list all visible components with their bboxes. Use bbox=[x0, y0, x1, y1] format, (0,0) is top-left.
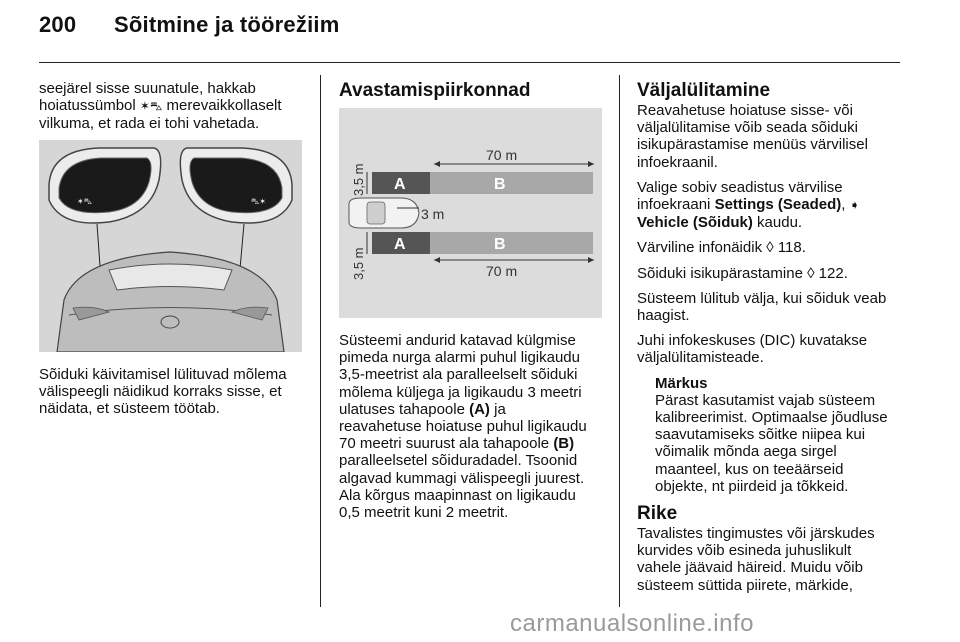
disable-heading: Väljalülitamine bbox=[637, 80, 771, 101]
col2-line2: pimeda nurga alarmi puhul ligikaudu bbox=[339, 349, 580, 367]
settings-menu-ref: Settings (Seaded) bbox=[714, 196, 842, 214]
fault-heading: Rike bbox=[637, 503, 678, 525]
vehicle-menu-ref: Vehicle (Sõiduk) bbox=[637, 214, 753, 232]
zone-a-bottom: A bbox=[394, 236, 406, 253]
column-divider-1 bbox=[320, 75, 321, 607]
svg-text:⛍✶: ⛍✶ bbox=[251, 197, 266, 206]
col1-p2-line1: Sõiduki käivitamisel lülituvad mõlema bbox=[39, 366, 287, 383]
col1-p2-line2: välispeegli näidikud korraks sisse, et bbox=[39, 383, 282, 401]
col2-line5: ulatuses tahapoole (A) ja bbox=[339, 400, 506, 418]
col2-line4: mõlema küljega ja ligikaudu 3 meetri bbox=[339, 383, 582, 401]
page-ref-122: ◊ 122. bbox=[807, 264, 848, 282]
column-divider-2 bbox=[619, 75, 620, 607]
col2-line7: 70 meetri suurust ala tahapoole (B) bbox=[339, 435, 575, 453]
col2-line9: algavad kummagi välispeegli juurest. bbox=[339, 469, 585, 487]
column-2 bbox=[339, 80, 609, 102]
page-header bbox=[39, 12, 339, 38]
mirror-illustration bbox=[39, 140, 302, 352]
col2-line3: 3,5-meetrist ala paralleelselt sõiduki bbox=[339, 366, 578, 384]
col2-line1: Süsteemi andurid katavad külgmise bbox=[339, 332, 576, 349]
arrow-right-icon: ➧ bbox=[849, 198, 860, 213]
col2-line10: Ala kõrgus maapinnast on ligikaudu bbox=[339, 486, 576, 504]
distance-top-label: 70 m bbox=[486, 147, 518, 163]
mirror-drawing bbox=[39, 140, 302, 352]
zone-b-top: B bbox=[494, 176, 506, 193]
col2-line6: reavahetuse hoiatuse puhul ligikaudu bbox=[339, 418, 587, 436]
svg-text:✶⛍: ✶⛍ bbox=[77, 197, 92, 206]
note-box bbox=[655, 375, 912, 495]
col1-line3: vilkuma, et rada ei tohi vahetada. bbox=[39, 115, 260, 133]
detection-zones-heading: Avastamispiirkonnad bbox=[339, 80, 531, 101]
col3-p3: Värviline infonäidik ◊ 118. bbox=[637, 239, 806, 257]
column-2-text bbox=[339, 332, 609, 521]
detection-zone-diagram bbox=[339, 108, 602, 318]
header-rule bbox=[39, 62, 900, 63]
column-1 bbox=[39, 80, 309, 141]
column-3 bbox=[637, 80, 912, 602]
col1-p2-line3: näidata, et süsteem töötab. bbox=[39, 400, 220, 418]
page-title: Sõitmine ja töörežiim bbox=[114, 12, 340, 37]
col3-p1: Reavahetuse hoiatuse sisse- või väljalülitamise võib seada sõiduki isikupärastamise menüüs värvilisel infoekraanil. bbox=[637, 102, 868, 171]
col3-p5: Süsteem lülitub välja, kui sõiduk veab haagist. bbox=[637, 289, 887, 325]
blind-spot-warning-icon: ✶⛍ bbox=[139, 99, 163, 114]
col3-p4: Sõiduki isikupärastamine ◊ 122. bbox=[637, 264, 848, 282]
col1-line1: seejärel sisse suunatule, hakkab bbox=[39, 80, 256, 97]
col2-line11: 0,5 meetrit kuni 2 meetrit. bbox=[339, 504, 509, 522]
gap-label: 3 m bbox=[421, 206, 445, 222]
note-text: Pärast kasutamist vajab süsteem kalibreerimist. Optimaalse jõudluse saavutamiseks sõitke niipea kui võimalik mõnda aega sirgel maanteel, kus on teeäärseid objekte, nt piirdeid ja tõkkeid. bbox=[655, 391, 888, 495]
col3-p2: Valige sobiv seadistus värvilise infoekraani Settings (Seaded), ➧ Vehicle (Sõiduk) kaudu. bbox=[637, 178, 860, 232]
page-number: 200 bbox=[39, 12, 77, 37]
side-bottom-label: 3,5 m bbox=[351, 247, 366, 280]
column-1-text bbox=[39, 366, 314, 418]
zone-b-bottom: B bbox=[494, 236, 506, 253]
distance-bottom-label: 70 m bbox=[486, 263, 518, 279]
watermark: carmanualsonline.info bbox=[510, 610, 754, 637]
col1-line2: hoiatussümbol ✶⛍ merevaikkollaselt bbox=[39, 97, 282, 115]
col3-p7: Tavalistes tingimustes või järskudes kurvides võib esineda juhuslikult vahele jäävaid häireid. Muidu võib süsteem süttida piirete, märkide, bbox=[637, 525, 875, 594]
note-title: Märkus bbox=[655, 374, 708, 392]
side-top-label: 3,5 m bbox=[351, 163, 366, 196]
zone-drawing bbox=[339, 108, 602, 318]
col2-line8: paralleelsetel sõiduradadel. Tsoonid bbox=[339, 452, 578, 470]
page-ref-118: ◊ 118. bbox=[766, 239, 806, 257]
col3-p6: Juhi infokeskuses (DIC) kuvatakse väljalülitamisteade. bbox=[637, 332, 868, 367]
zone-a-top: A bbox=[394, 176, 406, 193]
